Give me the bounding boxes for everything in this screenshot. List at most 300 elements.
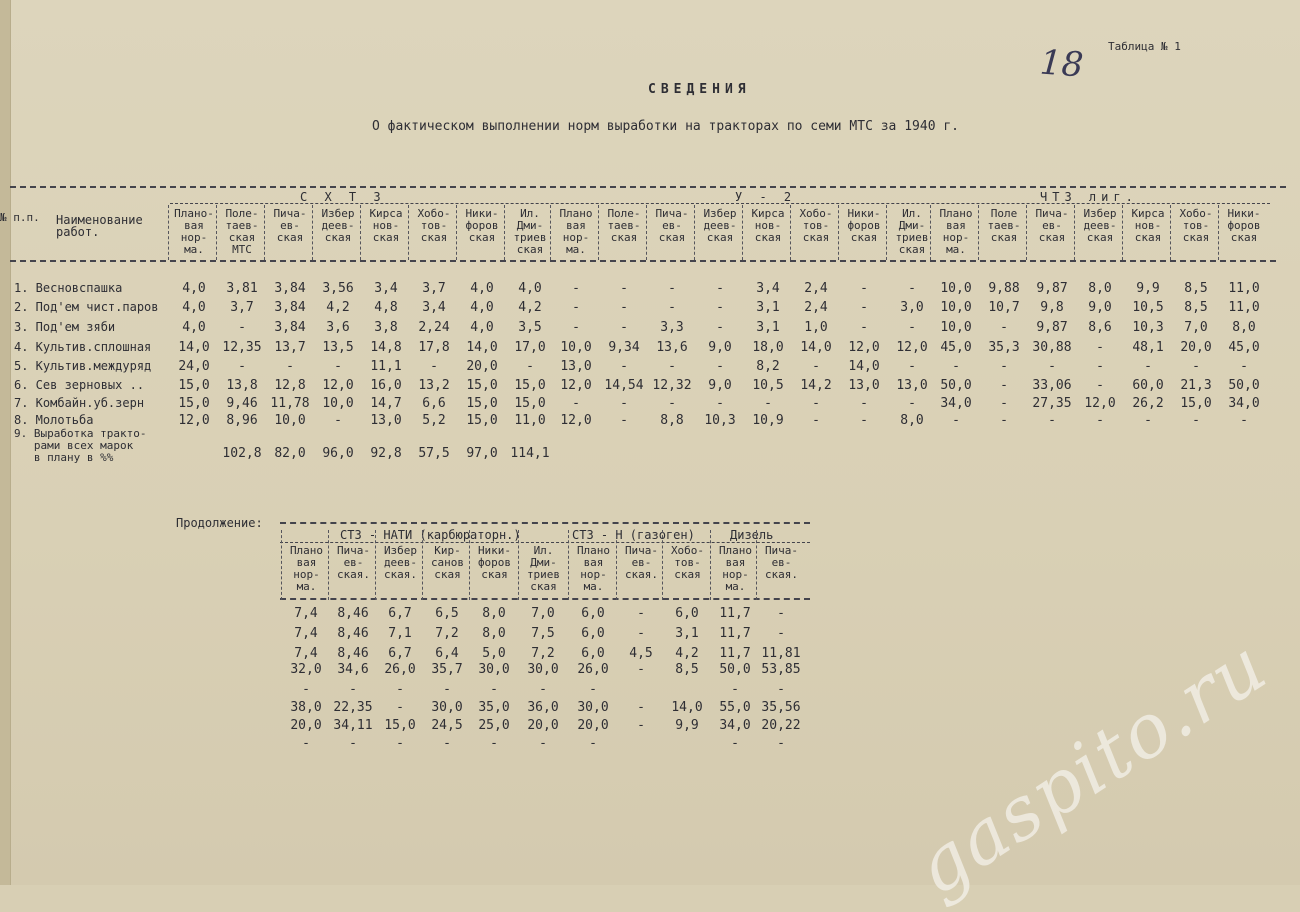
table1-cell: 4,0 (182, 281, 206, 296)
document-title: СВЕДЕНИЯ (648, 82, 751, 97)
table1-cell: 13,8 (226, 378, 258, 393)
table2-cell: 3,1 (675, 626, 699, 641)
table1-cell: - (812, 413, 820, 428)
table2-col-divider (469, 530, 470, 600)
table1-cell: - (812, 359, 820, 374)
table2-col-header: Пича- ев- ская. (336, 544, 371, 581)
table1-cell: - (1096, 378, 1104, 393)
table1-row-label: 9. Выработка тракто- рами всех марок в плану в %% (14, 427, 147, 464)
table1-cell: 9,0 (1088, 300, 1112, 315)
table1-col-divider (456, 205, 457, 260)
table1-cell: 3,7 (422, 281, 446, 296)
table2-cell: 7,4 (294, 646, 318, 661)
table1-cell: 4,0 (182, 320, 206, 335)
table2-cell: - (777, 626, 785, 641)
table1-col-header: Плано вая нор- ма. (939, 207, 973, 256)
continuation-label: Продолжение: (176, 516, 263, 530)
table1-cell: 10,7 (988, 300, 1020, 315)
table1-cell: - (620, 396, 628, 411)
table1-col-header: Ники- форов ская (1227, 207, 1261, 244)
table1-cell: - (716, 281, 724, 296)
table2-cell: 11,7 (719, 626, 751, 641)
table2-cell: 38,0 (290, 700, 322, 715)
table1-col-divider (742, 205, 743, 260)
table1-cell: 8,6 (1088, 320, 1112, 335)
table1-cell: - (572, 396, 580, 411)
table1-col-divider (168, 205, 169, 260)
table1-cell: 45,0 (1228, 340, 1260, 355)
table1-cell: 3,6 (326, 320, 350, 335)
table1-cell: - (716, 320, 724, 335)
table1-cell: 7,0 (1184, 320, 1208, 335)
table2-cell: - (637, 662, 645, 677)
table1-cell: 9,9 (1136, 281, 1160, 296)
table1-cell: 26,2 (1132, 396, 1164, 411)
table1-cell: - (1000, 378, 1008, 393)
table1-cell: 15,0 (514, 378, 546, 393)
table1-col-header: Ил. Дми- триев ская (895, 207, 929, 256)
table2-cell: - (349, 682, 357, 697)
table1-cell: - (1240, 359, 1248, 374)
table1-cell: 15,0 (178, 378, 210, 393)
table2-col-divider (422, 530, 423, 600)
table1-col-header: Избер деев- ская (1083, 207, 1117, 244)
table2-cell: 24,5 (431, 718, 463, 733)
table2-cell: 8,5 (675, 662, 699, 677)
table1-cell: 102,8 (222, 446, 262, 461)
table1-cell: - (1048, 413, 1056, 428)
table1-cell: 3,4 (374, 281, 398, 296)
table1-cell: 17,0 (514, 340, 546, 355)
table1-cell: 15,0 (178, 396, 210, 411)
table2-cell: 6,5 (435, 606, 459, 621)
table1-cell: 10,0 (940, 281, 972, 296)
table1-cell: 50,0 (1228, 378, 1260, 393)
table1-col-header: Поле- таев- ская МТС (225, 207, 259, 256)
table1-cell: - (1000, 359, 1008, 374)
table1-cell: 1,0 (804, 320, 828, 335)
table1-cell: 4,0 (182, 300, 206, 315)
table1-cell: 4,0 (470, 281, 494, 296)
table1-cell: - (860, 320, 868, 335)
table1-cell: - (430, 359, 438, 374)
table1-cell: 82,0 (274, 446, 306, 461)
table1-col-header: Кирса нов- ская (751, 207, 785, 244)
table1-cell: 9,0 (708, 340, 732, 355)
table1-cell: 12,0 (896, 340, 928, 355)
table1-cell: 15,0 (514, 396, 546, 411)
table1-cell: - (668, 281, 676, 296)
table1-col-header: Пича- ев- ская (273, 207, 307, 244)
table1-cell: 30,88 (1032, 340, 1072, 355)
table2-cell: - (637, 626, 645, 641)
table2-cell: 32,0 (290, 662, 322, 677)
table1-cell: 14,0 (178, 340, 210, 355)
table1-cell: - (1192, 413, 1200, 428)
table1-cell: 8,5 (1184, 281, 1208, 296)
col-header-number: № п.п. (0, 211, 40, 224)
table2-cell: 11,81 (761, 646, 801, 661)
table1-col-divider (216, 205, 217, 260)
table1-cell: - (1048, 359, 1056, 374)
table1-cell: - (1144, 413, 1152, 428)
table1-cell: - (716, 396, 724, 411)
table1-col-header: Пича- ев- ская (1035, 207, 1069, 244)
table2-cell: - (349, 736, 357, 751)
table2-col-header: Хобо- тов- ская (670, 544, 705, 581)
table2-cell: 30,0 (577, 700, 609, 715)
watermark: gaspito.ru (900, 622, 1283, 912)
table1-cell: 12,0 (1084, 396, 1116, 411)
table1-cell: 9,8 (1040, 300, 1064, 315)
table2-header-rule (280, 598, 810, 600)
table1-cell: 10,3 (704, 413, 736, 428)
table1-col-header: Хобо- тов- ская (417, 207, 451, 244)
table1-cell: - (620, 359, 628, 374)
table1-cell: - (334, 413, 342, 428)
table2-cell: 8,46 (337, 626, 369, 641)
table1-cell: 34,0 (940, 396, 972, 411)
table1-cell: - (1144, 359, 1152, 374)
table1-cell: 13,0 (560, 359, 592, 374)
group-label-stz-nati: СТЗ - НАТИ (карбюраторн.) (340, 528, 521, 542)
table2-col-header: Избер деев- ская. (383, 544, 418, 581)
table2-cell: 25,0 (478, 718, 510, 733)
table1-cell: 10,0 (940, 300, 972, 315)
table1-cell: 15,0 (466, 396, 498, 411)
table1-cell: 9,87 (1036, 281, 1068, 296)
table1-cell: 13,6 (656, 340, 688, 355)
table2-cell: 8,0 (482, 626, 506, 641)
table1-cell: - (668, 359, 676, 374)
table2-cell: 34,6 (337, 662, 369, 677)
table1-cell: 14,0 (800, 340, 832, 355)
table2-cell: 50,0 (719, 662, 751, 677)
table1-col-header: Хобо- тов- ская (799, 207, 833, 244)
table1-cell: 92,8 (370, 446, 402, 461)
table1-cell: 3,84 (274, 281, 306, 296)
table1-cell: - (860, 281, 868, 296)
table1-row-label: 8. Молотьба (14, 413, 94, 427)
table2-cell: 6,0 (675, 606, 699, 621)
table1-cell: 60,0 (1132, 378, 1164, 393)
table1-cell: 11,0 (1228, 281, 1260, 296)
table1-col-header: Поле- таев- ская (607, 207, 641, 244)
table2-cell: 5,0 (482, 646, 506, 661)
table2-col-header: Ил. Дми- триев ская (526, 544, 561, 593)
table2-col-header: Пича- ев- ская. (764, 544, 799, 581)
table2-cell: 7,4 (294, 606, 318, 621)
table1-col-header: Поле таев- ская (987, 207, 1021, 244)
table1-cell: 13,2 (418, 378, 450, 393)
table2-cell: 26,0 (384, 662, 416, 677)
table1-cell: 10,5 (752, 378, 784, 393)
table2-cell: 20,0 (527, 718, 559, 733)
table1-cell: 4,8 (374, 300, 398, 315)
table1-col-divider (694, 205, 695, 260)
table2-cell: 20,0 (577, 718, 609, 733)
table2-col-header: Плано вая нор- ма. (289, 544, 324, 593)
table1-cell: 4,0 (470, 300, 494, 315)
table1-col-header: Ники- форов ская (847, 207, 881, 244)
table2-cell: 55,0 (719, 700, 751, 715)
table1-cell: 3,3 (660, 320, 684, 335)
table1-col-divider (930, 205, 931, 260)
table1-row-label: 3. Под'ем зяби (14, 320, 116, 334)
col-header-name: Наименование работ. (56, 213, 143, 239)
table1-cell: - (860, 413, 868, 428)
table1-cell: 13,5 (322, 340, 354, 355)
table2-cell: 6,7 (388, 606, 412, 621)
table1-cell: - (1000, 320, 1008, 335)
table1-cell: - (238, 359, 246, 374)
table1-cell: - (620, 300, 628, 315)
table1-col-divider (550, 205, 551, 260)
table1-col-divider (1026, 205, 1027, 260)
table1-cell: 14,2 (800, 378, 832, 393)
table2-cell: 35,7 (431, 662, 463, 677)
table1-row-label: 5. Культив.междуряд (14, 359, 152, 373)
table2-col-header: Плано вая нор- ма. (718, 544, 753, 593)
table1-cell: 9,34 (608, 340, 640, 355)
table1-cell: - (812, 396, 820, 411)
table2-cell: 8,46 (337, 606, 369, 621)
table1-cell: - (764, 396, 772, 411)
table2-cell: 6,4 (435, 646, 459, 661)
table1-cell: 13,7 (274, 340, 306, 355)
table2-cell: 6,7 (388, 646, 412, 661)
table2-cell: - (589, 682, 597, 697)
table2-cell: 26,0 (577, 662, 609, 677)
table1-col-header: Плано вая нор- ма. (559, 207, 593, 256)
table1-cell: 4,0 (518, 281, 542, 296)
table2-cell: 22,35 (333, 700, 373, 715)
table-number: Таблица № 1 (1108, 40, 1181, 53)
table1-cell: 15,0 (466, 378, 498, 393)
table2-cell: - (443, 682, 451, 697)
table1-cell: 8,8 (660, 413, 684, 428)
table1-cell: 4,2 (518, 300, 542, 315)
table1-cell: 6,6 (422, 396, 446, 411)
table2-col-divider (281, 530, 282, 600)
table1-cell: - (334, 359, 342, 374)
page-number: 18 (1038, 42, 1085, 86)
table2-cell: 30,0 (478, 662, 510, 677)
table2-cell: - (731, 682, 739, 697)
table1-cell: 11,78 (270, 396, 310, 411)
table1-cell: 10,0 (560, 340, 592, 355)
table2-cell: 7,2 (531, 646, 555, 661)
table2-cell: 14,0 (671, 700, 703, 715)
table1-cell: 14,0 (466, 340, 498, 355)
table2-cell: 8,0 (482, 606, 506, 621)
table2-cell: - (490, 736, 498, 751)
table1-cell: - (1000, 396, 1008, 411)
table1-cell: 11,0 (1228, 300, 1260, 315)
table1-cell: 4,2 (326, 300, 350, 315)
table1-cell: 15,0 (466, 413, 498, 428)
table1-cell: 8,96 (226, 413, 258, 428)
table1-cell: 10,0 (274, 413, 306, 428)
table1-row-label: 1. Весновспашка (14, 281, 123, 295)
table1-col-header: Хобо- тов- ская (1179, 207, 1213, 244)
table1-cell: 2,4 (804, 281, 828, 296)
table2-cell: 9,9 (675, 718, 699, 733)
table1-col-divider (886, 205, 887, 260)
table1-cell: 13,0 (896, 378, 928, 393)
table1-cell: - (572, 281, 580, 296)
table1-cell: 8,0 (1088, 281, 1112, 296)
table1-cell: 2,24 (418, 320, 450, 335)
table1-cell: - (286, 359, 294, 374)
table1-cell: - (620, 320, 628, 335)
table1-col-header: Плано- вая нор- ма. (174, 207, 214, 256)
table1-cell: 14,54 (604, 378, 644, 393)
table1-cell: 20,0 (1180, 340, 1212, 355)
table2-cell: 4,2 (675, 646, 699, 661)
table1-cell: 45,0 (940, 340, 972, 355)
table2-cell: 4,5 (629, 646, 653, 661)
table2-cell: 7,4 (294, 626, 318, 641)
table1-col-divider (504, 205, 505, 260)
table1-col-divider (264, 205, 265, 260)
table1-cell: - (1000, 413, 1008, 428)
table1-cell: - (572, 320, 580, 335)
table1-cell: 12,0 (560, 378, 592, 393)
table1-cell: 12,0 (560, 413, 592, 428)
table2-top-rule (280, 522, 810, 524)
table1-cell: 3,4 (756, 281, 780, 296)
table1-col-header: Кирса нов- ская (1131, 207, 1165, 244)
table1-col-divider (598, 205, 599, 260)
table1-cell: 8,0 (1232, 320, 1256, 335)
table1-cell: 16,0 (370, 378, 402, 393)
table1-cell: 2,4 (804, 300, 828, 315)
table1-row-label: 6. Сев зерновых .. (14, 378, 145, 392)
table1-cell: 10,0 (940, 320, 972, 335)
table2-cell: 11,7 (719, 646, 751, 661)
table1-cell: 12,35 (222, 340, 262, 355)
table2-cell: - (637, 606, 645, 621)
table1-cell: 8,5 (1184, 300, 1208, 315)
table2-col-divider (328, 530, 329, 600)
table1-row-label: 4. Культив.сплошная (14, 340, 152, 354)
table1-col-divider (838, 205, 839, 260)
table1-top-rule (10, 186, 1286, 188)
table2-cell: 7,5 (531, 626, 555, 641)
table1-cell: 48,1 (1132, 340, 1164, 355)
table1-cell: 14,8 (370, 340, 402, 355)
table2-cell: - (396, 736, 404, 751)
table1-row-label: 2. Под'ем чист.паров (14, 300, 159, 314)
table1-cell: 13,0 (370, 413, 402, 428)
table1-cell: 14,7 (370, 396, 402, 411)
table1-col-divider (1122, 205, 1123, 260)
table1-cell: 9,0 (708, 378, 732, 393)
table1-col-divider (790, 205, 791, 260)
table1-cell: 9,88 (988, 281, 1020, 296)
table2-cell: - (637, 718, 645, 733)
table2-cell: - (396, 700, 404, 715)
table2-col-header: Пича- ев- ская. (624, 544, 659, 581)
table1-cell: - (1096, 413, 1104, 428)
table1-cell: - (908, 281, 916, 296)
table1-cell: 10,3 (1132, 320, 1164, 335)
table1-cell: - (620, 281, 628, 296)
table1-header-rule (10, 260, 1276, 262)
table1-cell: - (860, 300, 868, 315)
binding-edge (0, 0, 11, 885)
table2-cell: 6,0 (581, 606, 605, 621)
table1-cell: - (908, 359, 916, 374)
table2-cell: 20,0 (290, 718, 322, 733)
table1-col-header: Избер деев- ская (321, 207, 355, 244)
table2-cell: - (777, 682, 785, 697)
table2-cell: - (396, 682, 404, 697)
table2-cell: - (443, 736, 451, 751)
table1-cell: - (620, 413, 628, 428)
table2-cell: - (637, 700, 645, 715)
table2-cell: 34,0 (719, 718, 751, 733)
table2-cell: - (302, 736, 310, 751)
table1-cell: - (668, 396, 676, 411)
table1-col-divider (1074, 205, 1075, 260)
table1-col-divider (978, 205, 979, 260)
table1-cell: 5,2 (422, 413, 446, 428)
table1-cell: 3,56 (322, 281, 354, 296)
table1-cell: 35,3 (988, 340, 1020, 355)
table2-cell: 36,0 (527, 700, 559, 715)
table1-cell: 3,81 (226, 281, 258, 296)
table1-col-header: Ники- форов ская (465, 207, 499, 244)
table2-col-header: Плано вая нор- ма. (576, 544, 611, 593)
table2-cell: - (777, 606, 785, 621)
table1-cell: 11,1 (370, 359, 402, 374)
table2-col-divider (710, 530, 711, 600)
table1-cell: 57,5 (418, 446, 450, 461)
table1-cell: - (860, 396, 868, 411)
table2-cell: - (539, 682, 547, 697)
table1-cell: 3,1 (756, 300, 780, 315)
table1-cell: - (908, 320, 916, 335)
table1-cell: - (1192, 359, 1200, 374)
table1-cell: 13,0 (848, 378, 880, 393)
table1-col-header: Пича- ев- ская (655, 207, 689, 244)
table2-cell: 20,22 (761, 718, 801, 733)
table2-cell: 7,1 (388, 626, 412, 641)
table2-cell: - (490, 682, 498, 697)
table2-cell: - (731, 736, 739, 751)
table1-col-divider (646, 205, 647, 260)
group-label-stz-n: СТЗ - Н (газоген) (572, 528, 695, 542)
table2-cell: 30,0 (431, 700, 463, 715)
table1-cell: 114,1 (510, 446, 550, 461)
table2-col-divider (375, 530, 376, 600)
table1-cell: - (716, 300, 724, 315)
table2-cell: 6,0 (581, 646, 605, 661)
table1-cell: 34,0 (1228, 396, 1260, 411)
table1-cell: 10,9 (752, 413, 784, 428)
table1-col-divider (408, 205, 409, 260)
table1-cell: - (572, 300, 580, 315)
table1-cell: 15,0 (1180, 396, 1212, 411)
table1-cell: 10,0 (322, 396, 354, 411)
table1-col-divider (312, 205, 313, 260)
table1-cell: 3,7 (230, 300, 254, 315)
table2-cell: 30,0 (527, 662, 559, 677)
table1-cell: - (1096, 359, 1104, 374)
table2-cell: - (777, 736, 785, 751)
